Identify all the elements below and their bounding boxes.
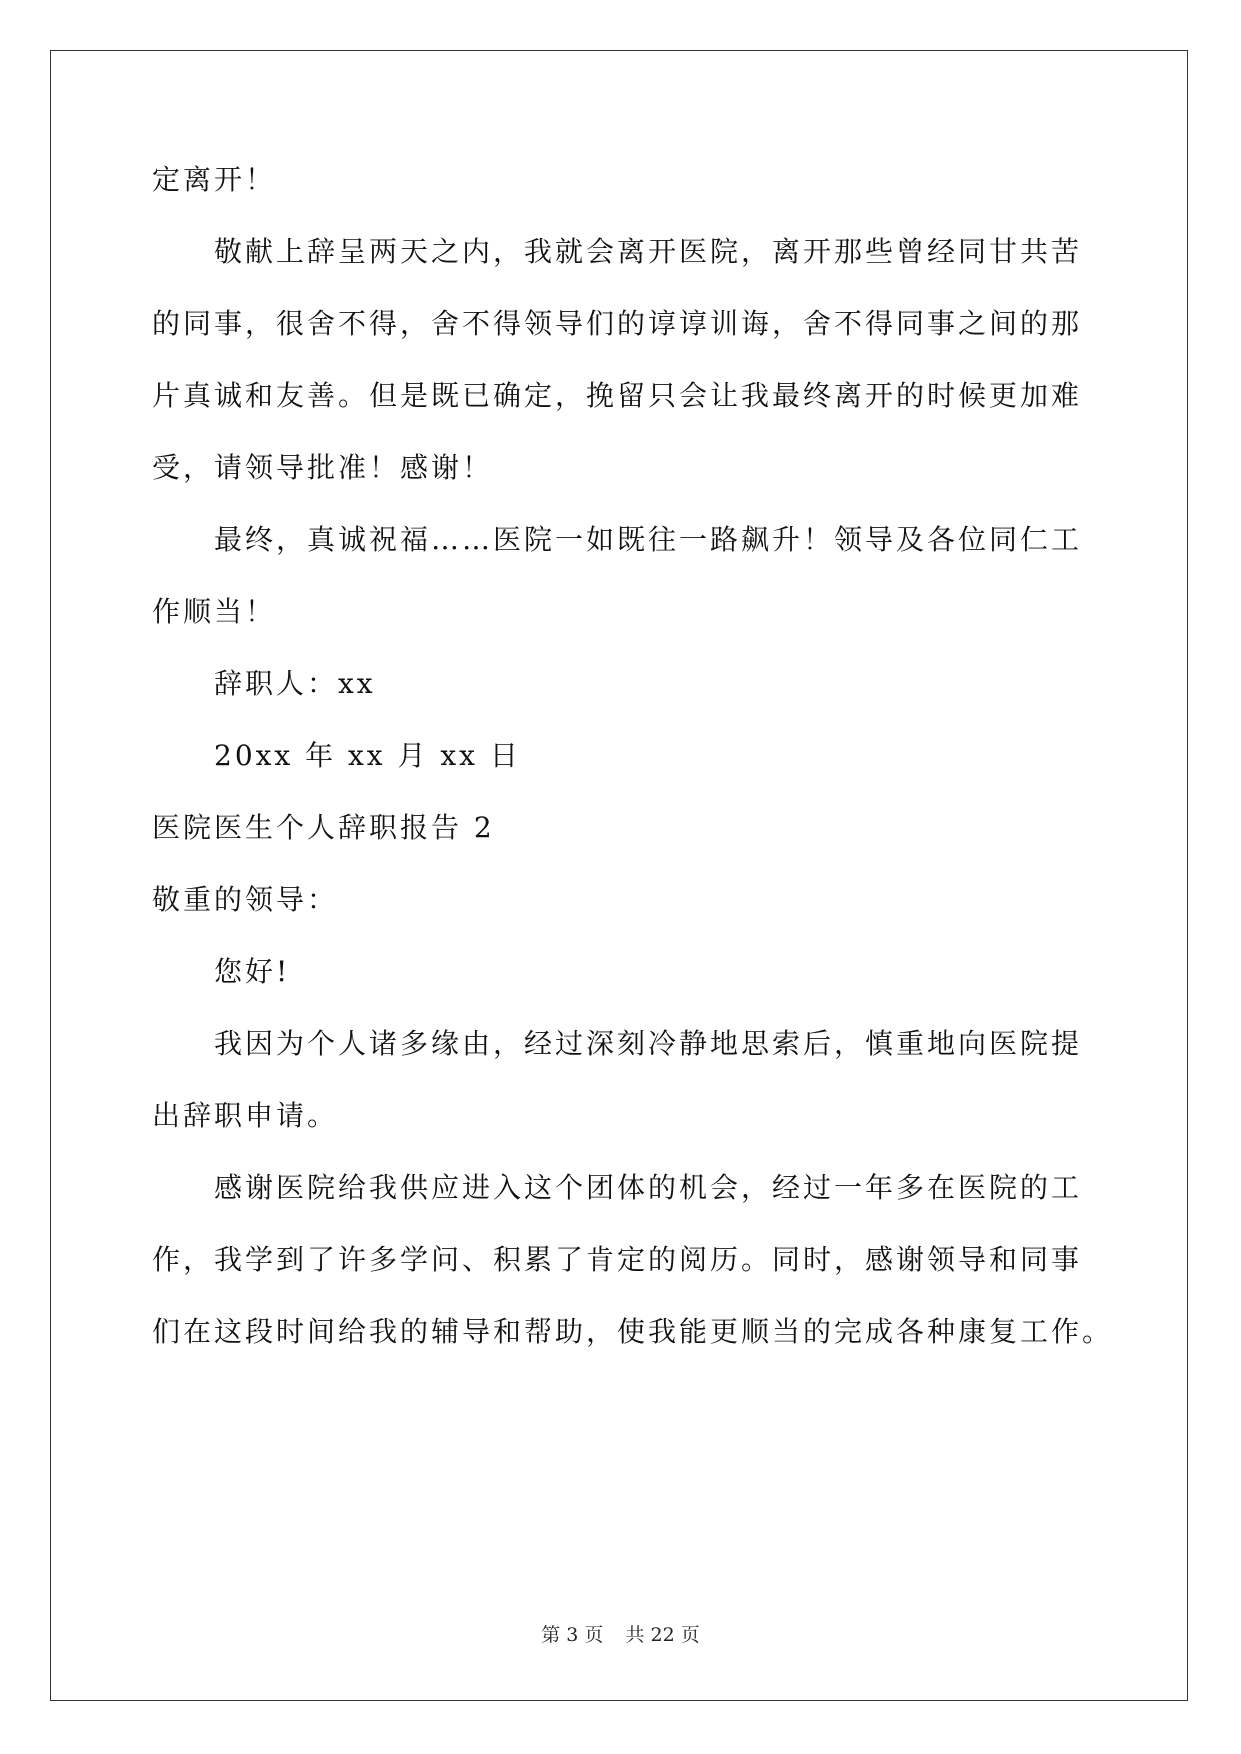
- page-number: 第 3 页: [541, 1624, 604, 1646]
- paragraph-line: 我因为个人诸多缘由，经过深刻冷静地思索后，慎重地向医院提: [214, 1027, 1083, 1060]
- paragraph-line: 最终，真诚祝福……医院一如既往一路飙升！领导及各位同仁工: [214, 523, 1083, 556]
- text-line: 片真诚和友善。但是既已确定，挽留只会让我最终离开的时候更加难: [152, 379, 1083, 412]
- page-total: 共 22 页: [625, 1624, 700, 1646]
- paragraph-line: 敬献上辞呈两天之内，我就会离开医院，离开那些曾经同甘共苦: [214, 235, 1083, 268]
- text-line: 们在这段时间给我的辅导和帮助，使我能更顺当的完成各种康复工作。: [152, 1315, 1114, 1348]
- text-line: 作，我学到了许多学问、积累了肯定的阅历。同时，感谢领导和同事: [152, 1243, 1083, 1276]
- date-line: 20xx 年 xx 月 xx 日: [214, 739, 521, 772]
- greeting: 您好!: [214, 955, 291, 988]
- text-line: 出辞职申请。: [152, 1099, 339, 1132]
- page-footer: [0, 1620, 1241, 1647]
- salutation: 敬重的领导：: [152, 883, 339, 916]
- text-line: 的同事，很舍不得，舍不得领导们的谆谆训诲，舍不得同事之间的那: [152, 307, 1083, 340]
- section-title: 医院医生个人辞职报告 2: [152, 811, 495, 844]
- paragraph-line: 感谢医院给我供应进入这个团体的机会，经过一年多在医院的工: [214, 1171, 1083, 1204]
- text-line: 定离开！: [152, 163, 277, 196]
- text-line: 作顺当！: [152, 595, 277, 628]
- page-border: [50, 50, 1188, 1701]
- text-line: 受，请领导批准！感谢！: [152, 451, 494, 484]
- signature-line: 辞职人：xx: [214, 667, 376, 700]
